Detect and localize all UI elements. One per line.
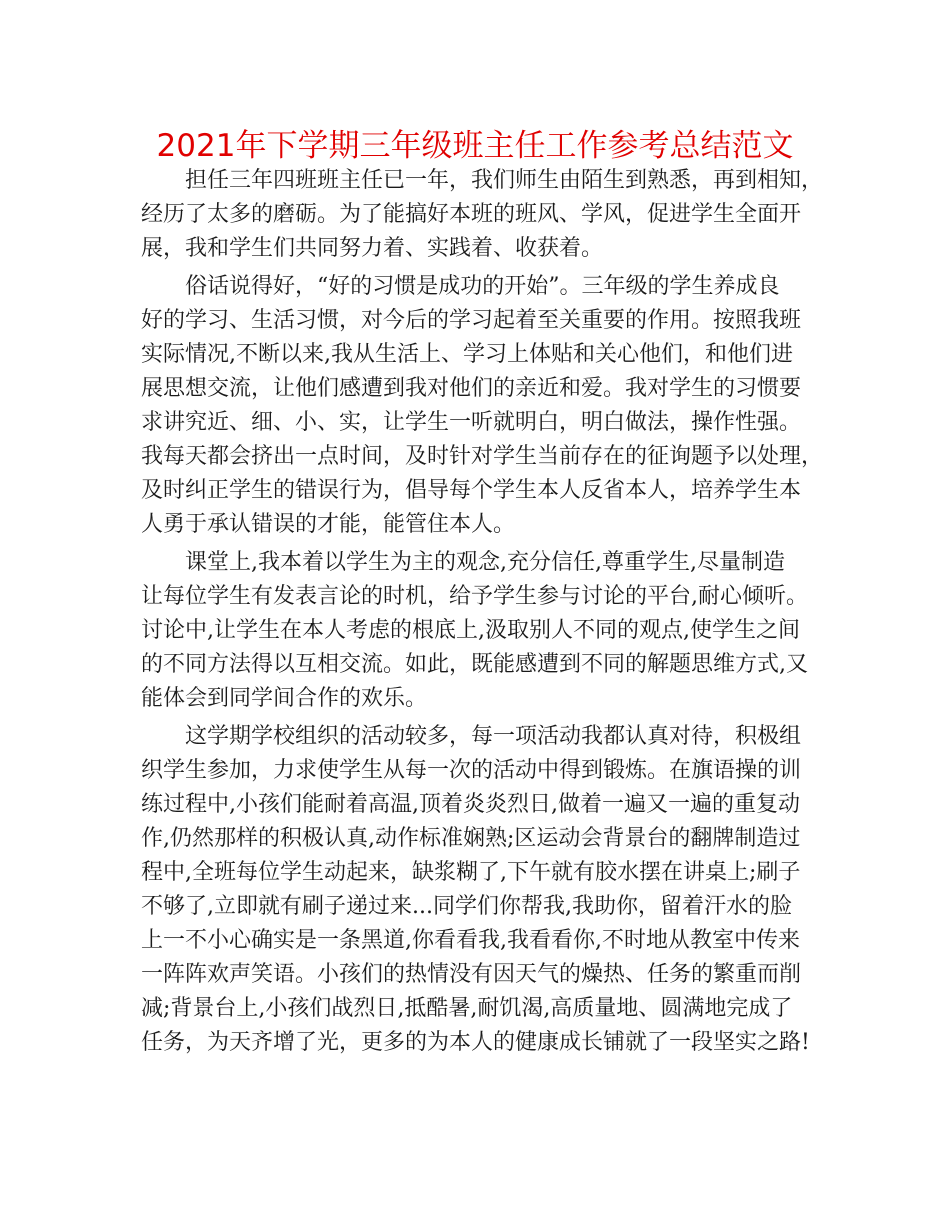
text-line: 求讲究近、细、小、实，让学生一听就明白，明白做法，操作性强。 (141, 410, 802, 435)
text-line: 及时纠正学生的错误行为，倡导每个学生本人反省本人，培养学生本 (141, 478, 802, 503)
text-line: 我每天都会挤出一点时间，及时针对学生当前存在的征询题予以处理， (141, 444, 824, 469)
text-line: 减;背景台上,小孩们战烈日,抵酷暑,耐饥渴,高质量地、圆满地完成了 (141, 996, 793, 1021)
text-line: 上一不小心确实是一条黑道,你看看我,我看看你,不时地从教室中传来 (141, 928, 800, 953)
text-line: 的不同方法得以互相交流。如此，既能感遭到不同的解题思维方式,又 (141, 652, 808, 677)
text-line: 练过程中,小孩们能耐着高温,顶着炎炎烈日,做着一遍又一遍的重复动 (141, 792, 800, 817)
text-line: 织学生参加，力求使学生从每一次的活动中得到锻炼。在旗语操的训 (141, 758, 802, 783)
text-line: 人勇于承认错误的才能，能管住本人。 (141, 512, 516, 537)
text-line: 程中,全班每位学生动起来，缺浆糊了,下午就有胶水摆在讲桌上;刷子 (141, 860, 801, 885)
text-line: 这学期学校组织的活动较多，每一项活动我都认真对待，积极组 (141, 724, 802, 749)
document-title: 2021年下学期三年级班主任工作参考总结范文 (156, 128, 794, 164)
paragraph (141, 720, 821, 1060)
text-line: 担任三年四班班主任已一年，我们师生由陌生到熟悉，再到相知， (141, 168, 824, 193)
text-line: 一阵阵欢声笑语。小孩们的热情没有因天气的燥热、任务的繁重而削 (141, 962, 802, 987)
text-line: 不够了,立即就有刷子递过来...同学们你帮我,我助你，留着汗水的脸 (141, 894, 792, 919)
text-line: 能体会到同学间合作的欢乐。 (141, 686, 428, 711)
paragraph (141, 546, 821, 716)
text-line: 实际情况,不断以来,我从生活上、学习上体贴和关心他们，和他们进 (141, 342, 793, 367)
text-line: 讨论中,让学生在本人考虑的根底上,汲取别人不同的观点,使学生之间 (141, 618, 800, 643)
text-line: 展思想交流，让他们感遭到我对他们的亲近和爱。我对学生的习惯要 (141, 376, 802, 401)
document-body (141, 164, 824, 1060)
text-line: 展，我和学生们共同努力着、实践着、收获着。 (141, 236, 604, 261)
paragraph (141, 270, 824, 542)
text-line: 任务，为天齐增了光，更多的为本人的健康成长铺就了一段坚实之路! (141, 1030, 810, 1055)
text-line: 作,仍然那样的积极认真,动作标准娴熟;区运动会背景台的翻牌制造过 (141, 826, 801, 851)
paragraph (141, 164, 824, 266)
text-line: 好的学习、生活习惯，对今后的学习起着至关重要的作用。按照我班 (141, 308, 802, 333)
text-line: 让每位学生有发表言论的时机，给予学生参与讨论的平台,耐心倾听。 (141, 584, 808, 609)
text-line: 俗话说得好，“好的习惯是成功的开始”。三年级的学生养成良 (141, 274, 780, 299)
text-line: 课堂上,我本着以学生为主的观念,充分信任,尊重学生,尽量制造 (141, 550, 785, 575)
text-line: 经历了太多的磨砺。为了能搞好本班的班风、学风，促进学生全面开 (141, 202, 802, 227)
